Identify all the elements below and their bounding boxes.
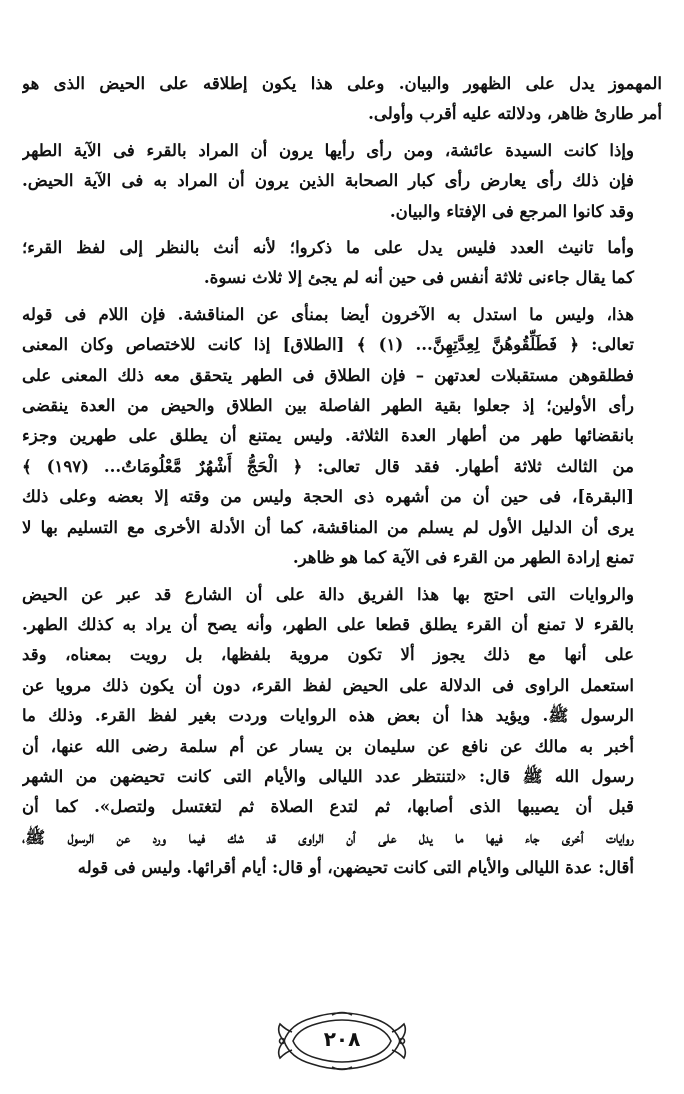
text-line: الرسول ﷺ. ويؤيد هذا أن بعض هذه الروايات وردت بغير لفظ القرء. وذلك ما [22,705,634,726]
text-line: تعالى: ﴿ فَطَلِّقُوهُنَّ لِعِدَّتِهِنَّ... (١) ﴾ [الطلاق] إذا كانت للاختصاص وكان المعنى [22,334,634,355]
text-line: المهموز يدل على الظهور والبيان. وعلى هذا يكون إطلاقه على الحيض الذى هو [22,73,662,93]
text-line: فطلقوهن مستقبلات لعدتهن – فإن الطلاق فى الطهر يتحقق معه ذلك المعنى على [22,364,634,385]
page-number: ٢٠٨ [323,1027,361,1051]
paragraph-1 [22,68,662,129]
text-line: قبل أن يصيبها الذى أصابها، ثم لتدع الصلاة ثم لتغتسل ولتصل». كما أن [22,796,634,817]
paragraph-2 [22,135,662,226]
text-line: والروايات التى احتج بها هذا الفريق دالة على أن الشارع قد عبر عن الحيض [22,583,634,604]
text-line: وقد كانوا المرجع فى الإفتاء والبيان. [389,200,634,221]
text-line: أمر طارئ ظاهر، ودلالته عليه أقرب وأولى. [368,103,662,124]
text-line: استعمل الراوى فى الدلالة على الحيض لفظ القرء، دون أن يكون ذلك مرويا عن [22,674,634,695]
text-line: فإن ذلك رأى يعارض رأى كبار الصحابة الذين يرون أن المراد به فى الآية الحيض. [22,170,634,191]
text-line: بانقضائها طهر من أطهار العدة الثلاثة. وليس يمتنع أن يطلق على طهرين وجزء [22,425,634,446]
text-line: أقال: عدة الليالى والأيام التى كانت تحيضهن، أو قال: أيام أقرائها. وليس فى قوله [77,857,634,878]
text-line: [البقرة]، فى حين أن من أشهره ذى الحجة وليس من وقته إلا بعضه وعلى ذلك [22,486,634,507]
text-line: أخبر به مالك عن نافع عن سليمان بن يسار عن أم سلمة رضى الله عنها، أن [22,735,634,756]
text-line: من الثالث ثلاثة أطهار. فقد قال تعالى: ﴿ الْحَجُّ أَشْهُرٌ مَّعْلُومَاتٌ... (١٩٧) ﴾ [22,455,634,476]
text-line: على أنها مع ذلك يجوز ألا تكون مروية بلفظها، بل رويت بمعناه، وقد [22,644,634,665]
text-line: تمنع إرادة الطهر من القرء فى الآية كما هو ظاهر. [292,547,634,568]
text-line: روايات أخرى جاء فيها ما يدل على أن الراوى قد شك فيما ورد عن الرسول ﷺ، [22,826,634,847]
text-line: بالقرء لا تمنع أن القرء يطلق قطعا على الطهر، وأنه يصح أن يراد به كذلك الطهر. [22,613,634,634]
paragraph-4 [22,299,662,573]
text-line: وأما تانيث العدد فليس يدل على ما ذكروا؛ لأنه أنث بالنظر إلى لفظ القرء؛ [22,237,634,258]
paragraph-5 [22,579,662,883]
text-line: رسول الله ﷺ قال: «لتنتظر عدد الليالى والأيام التى كانت تحيضهن من الشهر [22,765,634,786]
page-footer-ornament [272,1010,412,1072]
text-line: هذا، وليس ما استدل به الآخرون أيضا بمنأى عن المناقشة. فإن اللام فى قوله [22,303,634,324]
paragraph-3 [22,232,662,293]
text-line: يرى أن الدليل الأول لم يسلم من المناقشة، كما أن الأدلة الأخرى مع التسليم بها لا [22,516,634,537]
text-line: وإذا كانت السيدة عائشة، ومن رأى رأيها يرون أن المراد بالقرء فى الآية الطهر [22,139,634,160]
page-body [22,68,662,883]
text-line: كما يقال جاءنى ثلاثة أنفس فى حين أنه لم يجئ إلا ثلاث نسوة. [203,267,634,288]
text-line: رأى الأولين؛ إذ جعلوا بقية الطهر الفاصلة بين الطلاق والحيض من العدة ينقضى [22,395,634,416]
